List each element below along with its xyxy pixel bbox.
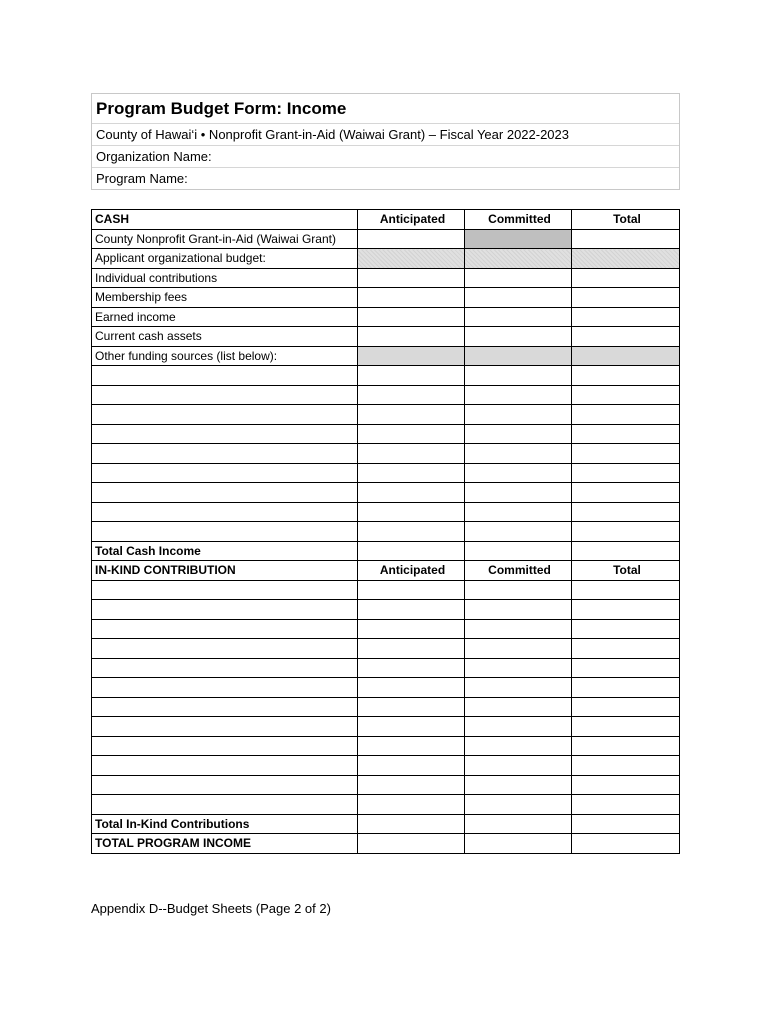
blank-label-cell[interactable] — [92, 424, 358, 444]
col-anticipated: Anticipated — [358, 210, 465, 230]
cell-total[interactable] — [572, 658, 680, 678]
cell-committed[interactable] — [465, 678, 572, 698]
cell-committed[interactable] — [465, 697, 572, 717]
cell-committed[interactable] — [465, 522, 572, 542]
cell-anticipated[interactable] — [358, 775, 465, 795]
inkind-heading: IN-KIND CONTRIBUTION — [92, 561, 358, 581]
cell-total[interactable] — [572, 736, 680, 756]
blank-row — [92, 619, 680, 639]
row-label: Earned income — [92, 307, 358, 327]
table-row — [92, 346, 680, 366]
blank-row — [92, 756, 680, 776]
cell-committed[interactable] — [465, 288, 572, 308]
blank-row — [92, 697, 680, 717]
cell-anticipated[interactable] — [358, 678, 465, 698]
blank-label-cell[interactable] — [92, 405, 358, 425]
cell-total[interactable] — [572, 678, 680, 698]
cell-total[interactable] — [572, 502, 680, 522]
blank-label-cell[interactable] — [92, 678, 358, 698]
cell-committed[interactable] — [465, 307, 572, 327]
cell-anticipated[interactable] — [358, 268, 465, 288]
total-inkind-row — [92, 814, 680, 834]
col-committed: Committed — [465, 561, 572, 581]
cell-anticipated[interactable] — [358, 229, 465, 249]
cell-committed[interactable] — [465, 814, 572, 834]
cell-committed[interactable] — [465, 756, 572, 776]
cell-committed[interactable] — [465, 736, 572, 756]
blank-row — [92, 444, 680, 464]
cell-committed[interactable] — [465, 424, 572, 444]
cell-total[interactable] — [572, 639, 680, 659]
cell-anticipated[interactable] — [358, 366, 465, 386]
page-footer: Appendix D--Budget Sheets (Page 2 of 2) — [91, 901, 331, 916]
cell-anticipated — [358, 346, 465, 366]
blank-label-cell[interactable] — [92, 385, 358, 405]
col-total: Total — [572, 561, 680, 581]
blank-label-cell[interactable] — [92, 795, 358, 815]
cell-total[interactable] — [572, 288, 680, 308]
cell-anticipated[interactable] — [358, 307, 465, 327]
cell-anticipated[interactable] — [358, 834, 465, 854]
cash-header-row — [92, 210, 680, 230]
cell-committed[interactable] — [465, 463, 572, 483]
cell-total[interactable] — [572, 405, 680, 425]
cell-anticipated[interactable] — [358, 424, 465, 444]
cell-committed[interactable] — [465, 795, 572, 815]
cell-committed[interactable] — [465, 327, 572, 347]
blank-row — [92, 502, 680, 522]
cell-total[interactable] — [572, 697, 680, 717]
blank-label-cell[interactable] — [92, 600, 358, 620]
form-title: Program Budget Form: Income — [96, 98, 347, 118]
cell-anticipated[interactable] — [358, 502, 465, 522]
blank-row — [92, 424, 680, 444]
cell-committed[interactable] — [465, 775, 572, 795]
blank-label-cell[interactable] — [92, 463, 358, 483]
blank-label-cell[interactable] — [92, 756, 358, 776]
income-budget-table — [91, 209, 680, 854]
cell-anticipated[interactable] — [358, 639, 465, 659]
blank-label-cell[interactable] — [92, 619, 358, 639]
cell-total[interactable] — [572, 756, 680, 776]
cell-total[interactable] — [572, 444, 680, 464]
row-label: Membership fees — [92, 288, 358, 308]
inkind-header-row — [92, 561, 680, 581]
blank-label-cell[interactable] — [92, 775, 358, 795]
cell-committed[interactable] — [465, 366, 572, 386]
cell-total[interactable] — [572, 366, 680, 386]
cell-anticipated[interactable] — [358, 658, 465, 678]
cell-anticipated[interactable] — [358, 483, 465, 503]
blank-label-cell[interactable] — [92, 483, 358, 503]
cell-committed[interactable] — [465, 580, 572, 600]
blank-label-cell[interactable] — [92, 580, 358, 600]
blank-row — [92, 405, 680, 425]
organization-name-field[interactable]: Organization Name: — [92, 145, 679, 167]
cell-committed[interactable] — [465, 405, 572, 425]
blank-row — [92, 366, 680, 386]
cell-anticipated[interactable] — [358, 619, 465, 639]
cell-total[interactable] — [572, 619, 680, 639]
cell-committed[interactable] — [465, 658, 572, 678]
cell-total[interactable] — [572, 795, 680, 815]
cell-anticipated[interactable] — [358, 327, 465, 347]
col-total: Total — [572, 210, 680, 230]
cell-total[interactable] — [572, 307, 680, 327]
blank-label-cell[interactable] — [92, 736, 358, 756]
total-cash-row — [92, 541, 680, 561]
cell-total — [572, 249, 680, 269]
total-cash-label: Total Cash Income — [92, 541, 358, 561]
table-row — [92, 288, 680, 308]
cell-anticipated[interactable] — [358, 444, 465, 464]
cell-anticipated[interactable] — [358, 463, 465, 483]
cell-committed — [465, 346, 572, 366]
row-label: Current cash assets — [92, 327, 358, 347]
table-row — [92, 229, 680, 249]
cell-total — [572, 346, 680, 366]
cell-total[interactable] — [572, 229, 680, 249]
cell-anticipated[interactable] — [358, 736, 465, 756]
cell-total[interactable] — [572, 463, 680, 483]
cell-anticipated[interactable] — [358, 600, 465, 620]
cell-total[interactable] — [572, 522, 680, 542]
col-committed: Committed — [465, 210, 572, 230]
blank-row — [92, 775, 680, 795]
cell-total[interactable] — [572, 327, 680, 347]
cell-committed[interactable] — [465, 502, 572, 522]
cell-committed[interactable] — [465, 483, 572, 503]
cell-anticipated[interactable] — [358, 288, 465, 308]
cell-anticipated[interactable] — [358, 756, 465, 776]
cell-committed — [465, 229, 572, 249]
cell-anticipated — [358, 249, 465, 269]
cell-anticipated[interactable] — [358, 717, 465, 737]
cell-total[interactable] — [572, 600, 680, 620]
cell-anticipated[interactable] — [358, 541, 465, 561]
form-subtitle: County of Hawai‘i • Nonprofit Grant-in-Aid (Waiwai Grant) – Fiscal Year 2022-2023 — [92, 123, 679, 145]
cell-total[interactable] — [572, 268, 680, 288]
cell-anticipated[interactable] — [358, 795, 465, 815]
blank-label-cell[interactable] — [92, 697, 358, 717]
cell-anticipated[interactable] — [358, 697, 465, 717]
blank-row — [92, 522, 680, 542]
cell-committed[interactable] — [465, 385, 572, 405]
row-label: Applicant organizational budget: — [92, 249, 358, 269]
cell-committed[interactable] — [465, 268, 572, 288]
row-label: County Nonprofit Grant-in-Aid (Waiwai Grant) — [92, 229, 358, 249]
cell-total[interactable] — [572, 717, 680, 737]
blank-label-cell[interactable] — [92, 502, 358, 522]
blank-label-cell[interactable] — [92, 639, 358, 659]
table-row — [92, 268, 680, 288]
grand-total-label: TOTAL PROGRAM INCOME — [92, 834, 358, 854]
cell-total[interactable] — [572, 775, 680, 795]
cell-anticipated[interactable] — [358, 522, 465, 542]
row-label: Individual contributions — [92, 268, 358, 288]
blank-row — [92, 600, 680, 620]
row-label: Other funding sources (list below): — [92, 346, 358, 366]
blank-row — [92, 639, 680, 659]
cell-total[interactable] — [572, 385, 680, 405]
table-row — [92, 327, 680, 347]
table-row — [92, 249, 680, 269]
blank-label-cell[interactable] — [92, 717, 358, 737]
cell-committed[interactable] — [465, 444, 572, 464]
blank-label-cell[interactable] — [92, 366, 358, 386]
cell-total[interactable] — [572, 580, 680, 600]
cell-total[interactable] — [572, 541, 680, 561]
blank-row — [92, 658, 680, 678]
cell-committed[interactable] — [465, 639, 572, 659]
blank-label-cell[interactable] — [92, 444, 358, 464]
col-anticipated: Anticipated — [358, 561, 465, 581]
cell-total[interactable] — [572, 814, 680, 834]
table-row — [92, 307, 680, 327]
blank-label-cell[interactable] — [92, 658, 358, 678]
blank-row — [92, 385, 680, 405]
cell-committed[interactable] — [465, 717, 572, 737]
form-header — [91, 93, 680, 190]
cell-anticipated[interactable] — [358, 405, 465, 425]
cell-total[interactable] — [572, 483, 680, 503]
cell-committed[interactable] — [465, 541, 572, 561]
cell-total[interactable] — [572, 834, 680, 854]
cell-committed[interactable] — [465, 600, 572, 620]
blank-row — [92, 483, 680, 503]
cell-committed[interactable] — [465, 619, 572, 639]
total-inkind-label: Total In-Kind Contributions — [92, 814, 358, 834]
cash-heading: CASH — [92, 210, 358, 230]
cell-anticipated[interactable] — [358, 814, 465, 834]
blank-row — [92, 678, 680, 698]
blank-row — [92, 736, 680, 756]
blank-label-cell[interactable] — [92, 522, 358, 542]
program-name-field[interactable]: Program Name: — [92, 167, 679, 189]
blank-row — [92, 717, 680, 737]
blank-row — [92, 795, 680, 815]
cell-anticipated[interactable] — [358, 580, 465, 600]
cell-anticipated[interactable] — [358, 385, 465, 405]
cell-committed — [465, 249, 572, 269]
grand-total-row — [92, 834, 680, 854]
blank-row — [92, 463, 680, 483]
blank-row — [92, 580, 680, 600]
cell-committed[interactable] — [465, 834, 572, 854]
cell-total[interactable] — [572, 424, 680, 444]
